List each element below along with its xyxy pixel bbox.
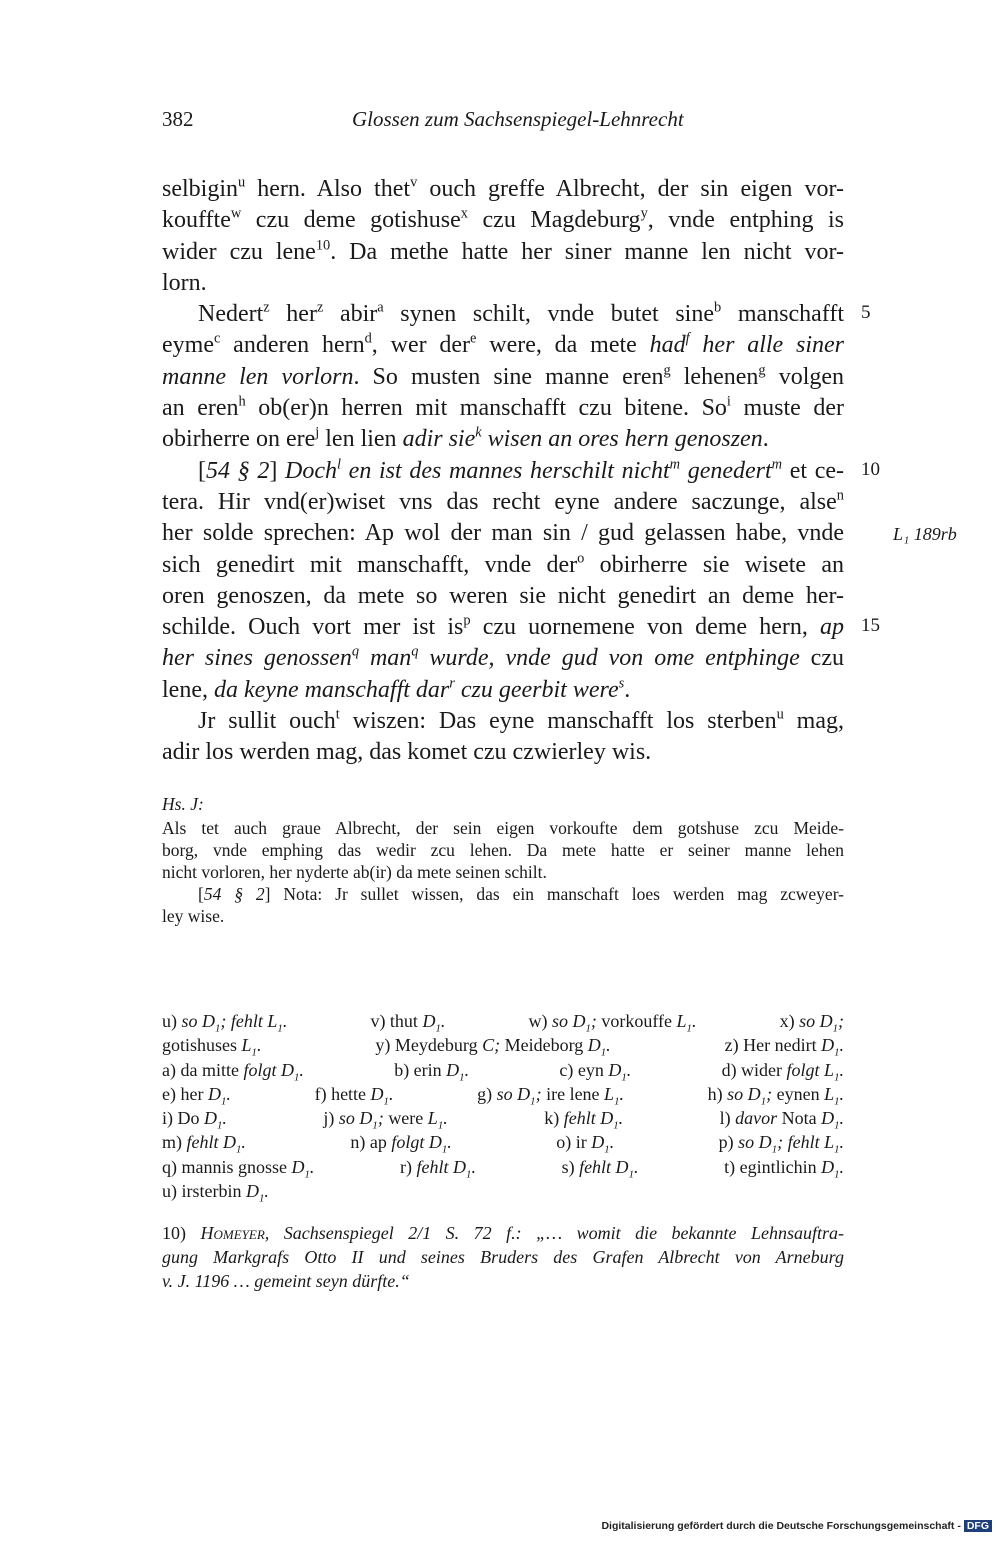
text-line: kouffte$^w$ czu deme gotishuse$^x$ czu Magdeburg$^y$, vnde entphing is: [162, 205, 844, 234]
apparatus-row: q) mannis gnosse $D_1$. r) fehlt $D_1$. s) fehlt $D_1$. t) egintlichin $D_1$.: [162, 1156, 844, 1181]
apparatus-row: u) so $D_1$; fehlt $L_1$. v) thut $D_1$. w) so $D_1$; vorkouffe $L_1$. x) so $D_1$;: [162, 1011, 844, 1035]
footnote: [162, 1221, 844, 1293]
text-line: manne len vorlorn. So musten sine manne eren$^g$ lehenen$^g$ volgen: [162, 362, 845, 390]
footnote-line: v. J. 1196 … gemeint seyn dürfte.“: [162, 1271, 410, 1291]
text-line: Nedert$^z$ her$^z$ abir$^a$ synen schilt, vnde butet sine$^b$ manschafft: [198, 299, 844, 328]
text-line: wider czu lene$^{10}$. Da methe hatte her siner manne len nicht vor-: [162, 237, 845, 265]
text-line: an eren$^h$ ob(er)n herren mit manschafft czu bitene. So$^i$ muste der: [162, 393, 844, 422]
hs-line: [54 § 2] Nota: Jr sullet wissen, das ein manschaft loes werden mag zcweyer-: [198, 884, 845, 904]
text-line: oren genoszen, da mete so weren sie nicht genedirt an deme her-: [162, 582, 844, 609]
line-number: 10: [861, 459, 880, 480]
hs-label: Hs. J:: [162, 794, 204, 814]
hs-line: Als tet auch graue Albrecht, der sein eigen vorkoufte dem gotshuse zcu Meide-: [162, 818, 844, 838]
hs-line: borg, vnde emphing das wedir zcu lehen. Da mete hatte er seiner manne lehen: [162, 840, 844, 860]
apparatus-row: a) da mitte folgt $D_1$. b) erin $D_1$. c) eyn $D_1$. d) wider folgt $L_1$.: [162, 1059, 844, 1084]
text-line: selbigin$^u$ hern. Also thet$^v$ ouch greffe Albrecht, der sin eigen vor-: [162, 174, 844, 202]
line-number: 5: [861, 302, 871, 323]
hs-line: ley wise.: [162, 906, 225, 926]
digitization-credit: Digitalisierung gefördert durch die Deutsche Forschungsgemeinschaft - DFG: [601, 1520, 992, 1532]
text-line: lene, da keyne manschafft dar$^r$ czu geerbit were$^s$.: [162, 675, 631, 703]
margin-note: L₁ 189rb: [893, 524, 957, 544]
hs-line: nicht vorloren, her nyderte ab(ir) da mete seinen schilt.: [162, 862, 547, 882]
dfg-logo: DFG: [964, 1520, 992, 1532]
main-text: [162, 174, 844, 769]
hs-text: [162, 817, 844, 927]
footnote-line: 10) Homeyer, Sachsenspiegel 2/1 S. 72 f.: „… womit die bekannte Lehnsauftra-: [162, 1223, 845, 1243]
line-number: 15: [861, 615, 880, 636]
text-line: sich genedirt mit manschafft, vnde der$^o$ obirherre sie wisete an: [162, 550, 845, 578]
apparatus-row: u) irsterbin $D_1$.: [162, 1181, 269, 1205]
footnote-line: gung Markgrafs Otto II und seines Bruders des Grafen Albrecht von Arneburg: [162, 1247, 844, 1267]
apparatus-row: gotishuses $L_1$. y) Meydeburg C; Meideborg $D_1$. z) Her nedirt $D_1$.: [162, 1035, 844, 1059]
apparatus-row: e) her $D_1$. f) hette $D_1$. g) so $D_1$; ire lene $L_1$. h) so $D_1$; eynen $L_1$.: [162, 1083, 844, 1108]
text-line: lorn.: [162, 269, 207, 296]
text-line: Jr sullit ouch$^t$ wiszen: Das eyne manschafft los sterben$^u$ mag,: [198, 706, 844, 735]
text-line: eyme$^c$ anderen hern$^d$, wer der$^e$ were, da mete had$^f$ her alle siner: [162, 331, 845, 359]
text-line: her solde sprechen: Ap wol der man sin / gud gelassen habe, vnde: [162, 520, 844, 547]
text-line: [54 § 2] Doch$^l$ en ist des mannes herschilt nicht$^m$ genedert$^m$ et ce-: [198, 456, 845, 484]
apparatus-row: m) fehlt $D_1$. n) ap folgt $D_1$. o) ir $D_1$. p) so $D_1$; fehlt $L_1$.: [162, 1132, 844, 1157]
apparatus-row: i) Do $D_1$. j) so $D_1$; were $L_1$. k) fehlt $D_1$. l) davor Nota $D_1$.: [162, 1108, 844, 1132]
running-title: Glossen zum Sachsenspiegel-Lehnrecht: [352, 107, 684, 131]
text-line: schilde. Ouch vort mer ist $is^p$ czu uornemene von deme hern, ap: [162, 612, 845, 641]
text-line: adir los werden mag, das komet czu czwierley wis.: [162, 739, 652, 766]
text-line: tera. Hir vnd(er)wiset vns das recht eyne andere saczunge, alse$^n$: [162, 487, 844, 515]
critical-apparatus: [162, 1009, 844, 1203]
text-line: obirherre on ere$^j$ len lien adir sie$^k$ wisen an ores hern genoszen.: [162, 425, 769, 453]
text-line: her sines genossen$^q$ man$^q$ wurde, vnde gud von ome entphinge czu: [162, 644, 844, 672]
page-number: 382: [162, 107, 194, 131]
